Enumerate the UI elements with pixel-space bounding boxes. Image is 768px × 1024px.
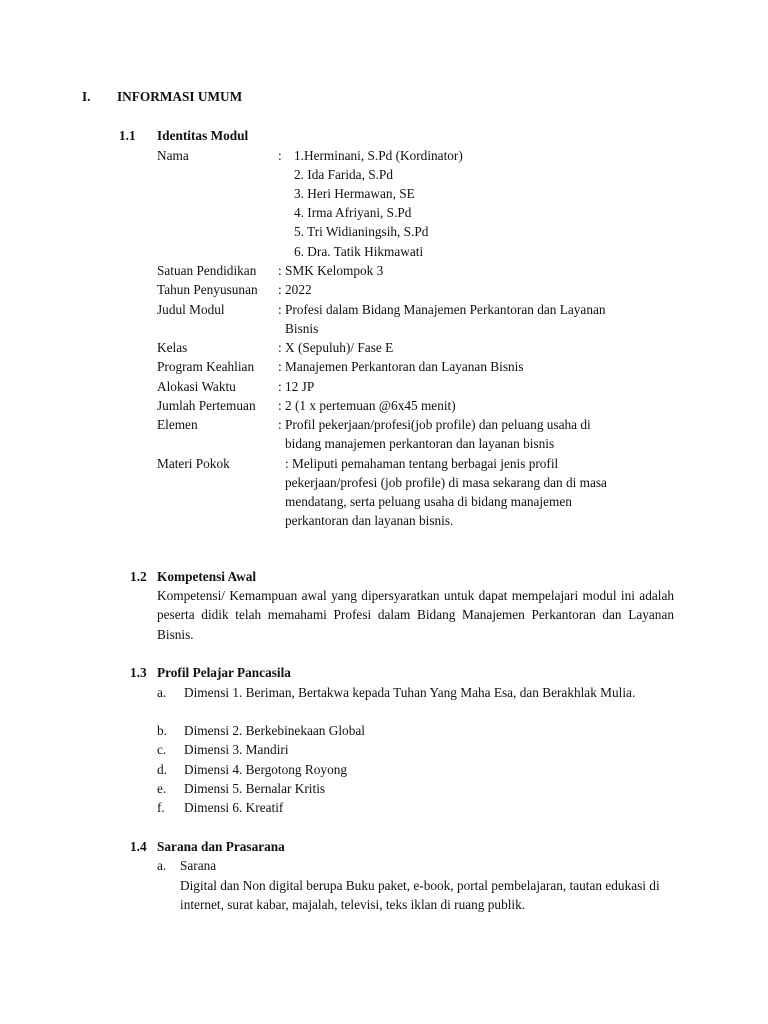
list-marker: b. <box>157 723 167 738</box>
field-label: Judul Modul <box>157 302 225 317</box>
field-label: Kelas <box>157 340 188 355</box>
sarana-paragraph: Digital dan Non digital berupa Buku paket, e-book, portal pembelajaran, tautan edukasi di internet, surat kabar, majalah, televisi, teks iklan di ruang publik. <box>180 878 660 913</box>
nama-label: Nama <box>157 148 189 163</box>
section-number: I. <box>82 89 91 104</box>
field-label: Tahun Penyusunan <box>157 282 258 297</box>
materi-label: Materi Pokok <box>157 456 230 471</box>
list-item: Dimensi 5. Bernalar Kritis <box>184 781 326 796</box>
materi-line: perkantoran dan layanan bisnis. <box>285 513 454 528</box>
field-value: : Manajemen Perkantoran dan Layanan Bisnis <box>278 359 524 374</box>
nama-item: 6. Dra. Tatik Hikmawati <box>294 244 424 259</box>
subsection-1-1-title: Identitas Modul <box>157 128 249 143</box>
field-value-continuation: bidang manajemen perkantoran dan layanan bisnis <box>285 436 555 451</box>
nama-item: 5. Tri Widianingsih, S.Pd <box>294 224 429 239</box>
list-marker: c. <box>157 742 167 757</box>
list-marker: a. <box>157 685 167 700</box>
nama-item: 4. Irma Afriyani, S.Pd <box>294 205 412 220</box>
list-marker: d. <box>157 762 167 777</box>
materi-line: mendatang, serta peluang usaha di bidang manajemen <box>285 494 572 509</box>
field-value: : SMK Kelompok 3 <box>278 263 384 278</box>
materi-line: : Meliputi pemahaman tentang berbagai jenis profil <box>285 456 559 471</box>
sarana-heading: Sarana <box>180 858 217 873</box>
field-value: : Profesi dalam Bidang Manajemen Perkantoran dan Layanan <box>278 302 606 317</box>
subsection-1-2-number: 1.2 <box>130 569 147 584</box>
materi-line: pekerjaan/profesi (job profile) di masa sekarang dan di masa <box>285 475 607 490</box>
list-marker: e. <box>157 781 167 796</box>
subsection-1-3-number: 1.3 <box>130 665 147 680</box>
list-item: Dimensi 6. Kreatif <box>184 800 284 815</box>
list-item: Dimensi 4. Bergotong Royong <box>184 762 348 777</box>
subsection-1-4-title: Sarana dan Prasarana <box>157 839 285 854</box>
field-value: : Profil pekerjaan/profesi(job profile) dan peluang usaha di <box>278 417 591 432</box>
list-item: Dimensi 3. Mandiri <box>184 742 289 757</box>
nama-item: 1.Herminani, S.Pd (Kordinator) <box>294 148 463 163</box>
nama-item: 3. Heri Hermawan, SE <box>294 186 415 201</box>
field-value: : 12 JP <box>278 379 315 394</box>
field-value: : 2 (1 x pertemuan @6x45 menit) <box>278 398 456 413</box>
field-label: Jumlah Pertemuan <box>157 398 256 413</box>
kompetensi-awal-paragraph: Kompetensi/ Kemampuan awal yang dipersyaratkan untuk dapat mempelajari modul ini adalah peserta didik telah memahami Profesi dalam Bidang Manajemen Perkantoran dan Layanan Bisnis. <box>157 588 674 642</box>
field-label: Satuan Pendidikan <box>157 263 257 278</box>
subsection-1-1-number: 1.1 <box>119 128 136 143</box>
list-marker: a. <box>157 858 167 873</box>
field-label: Elemen <box>157 417 198 432</box>
field-value: : X (Sepuluh)/ Fase E <box>278 340 394 355</box>
subsection-1-2-title: Kompetensi Awal <box>157 569 257 584</box>
list-item: Dimensi 1. Beriman, Bertakwa kepada Tuhan Yang Maha Esa, dan Berakhlak Mulia. <box>184 685 636 700</box>
nama-item: 2. Ida Farida, S.Pd <box>294 167 393 182</box>
subsection-1-3-title: Profil Pelajar Pancasila <box>157 665 291 680</box>
field-value-continuation: Bisnis <box>285 321 319 336</box>
list-item: Dimensi 2. Berkebinekaan Global <box>184 723 365 738</box>
field-value: : 2022 <box>278 282 312 297</box>
field-label: Alokasi Waktu <box>157 379 236 394</box>
nama-colon: : <box>278 148 282 163</box>
subsection-1-4-number: 1.4 <box>130 839 147 854</box>
list-marker: f. <box>157 800 165 815</box>
field-label: Program Keahlian <box>157 359 255 374</box>
section-title: INFORMASI UMUM <box>117 89 243 104</box>
